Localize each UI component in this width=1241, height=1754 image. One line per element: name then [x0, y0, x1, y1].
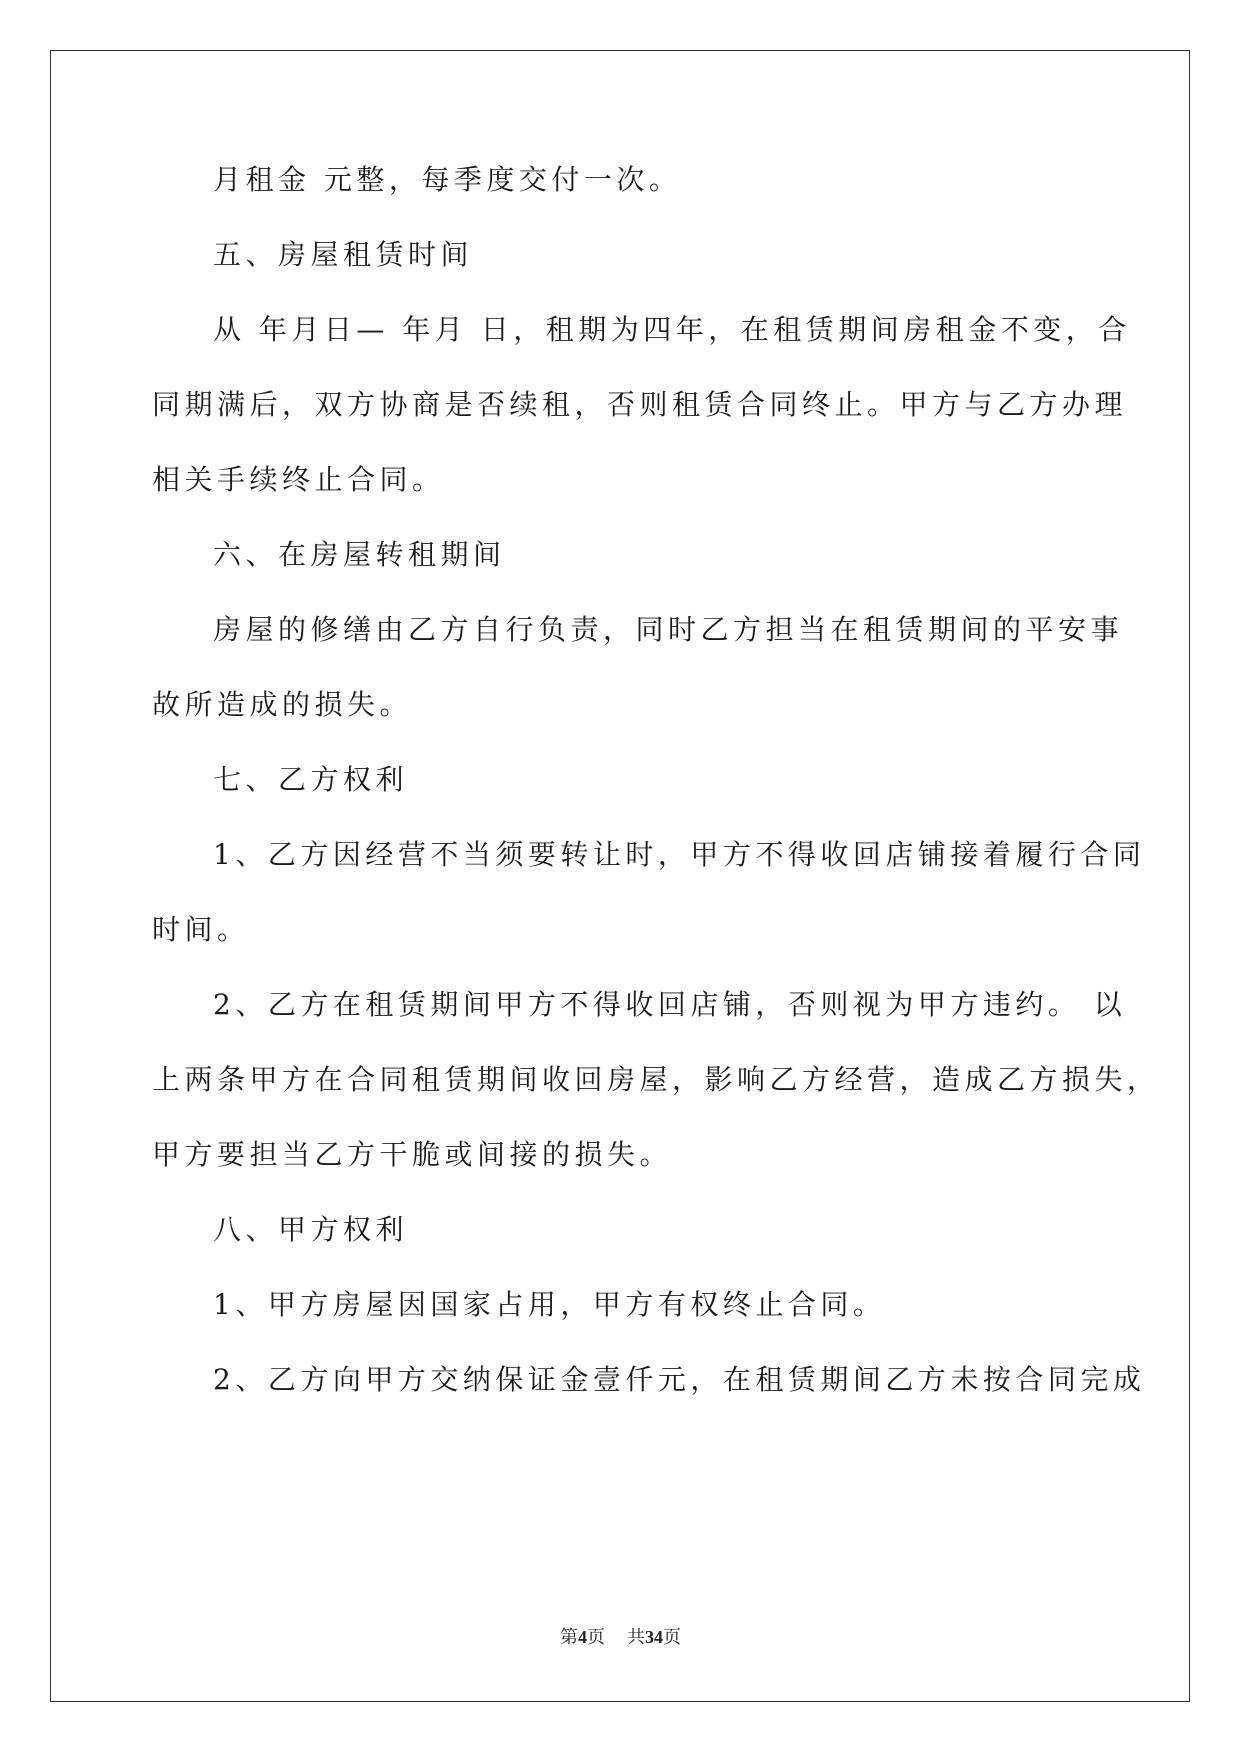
total-pages: 34 — [645, 1627, 663, 1647]
body-line: 月租金 元整，每季度交付一次。 — [213, 163, 682, 196]
body-line: 2、乙方在租赁期间甲方不得收回店铺，否则视为甲方违约。 以 — [213, 988, 1127, 1021]
page-suffix: 页 — [587, 1627, 605, 1647]
page-border — [50, 50, 1190, 1702]
body-line: 2、乙方向甲方交纳保证金壹仟元，在租赁期间乙方未按合同完成 — [213, 1363, 1146, 1396]
total-prefix: 共 — [627, 1627, 645, 1647]
body-line: 时间。 — [152, 913, 250, 946]
body-line: 故所造成的损失。 — [152, 688, 413, 721]
body-line: 上两条甲方在合同租赁期间收回房屋，影响乙方经营，造成乙方损失， — [152, 1063, 1160, 1096]
body-line: 相关手续终止合同。 — [152, 463, 445, 496]
section-heading-7: 七、乙方权利 — [213, 763, 409, 796]
body-line: 1、甲方房屋因国家占用，甲方有权终止合同。 — [213, 1288, 886, 1321]
section-heading-5: 五、房屋租赁时间 — [213, 238, 474, 271]
body-line: 从 年月日— 年月 日，租期为四年，在租赁期间房租金不变，合 — [213, 313, 1131, 346]
body-line: 同期满后，双方协商是否续租，否则租赁合同终止。甲方与乙方办理 — [152, 388, 1128, 421]
page-footer — [0, 1625, 1241, 1649]
section-heading-6: 六、在房屋转租期间 — [213, 538, 506, 571]
total-suffix: 页 — [663, 1627, 681, 1647]
page-number: 4 — [578, 1627, 587, 1647]
section-heading-8: 八、甲方权利 — [213, 1213, 409, 1246]
page-prefix: 第 — [560, 1627, 578, 1647]
body-line: 房屋的修缮由乙方自行负责，同时乙方担当在租赁期间的平安事 — [213, 613, 1124, 646]
body-line: 1、乙方因经营不当须要转让时，甲方不得收回店铺接着履行合同 — [213, 838, 1146, 871]
body-line: 甲方要担当乙方干脆或间接的损失。 — [152, 1138, 673, 1171]
